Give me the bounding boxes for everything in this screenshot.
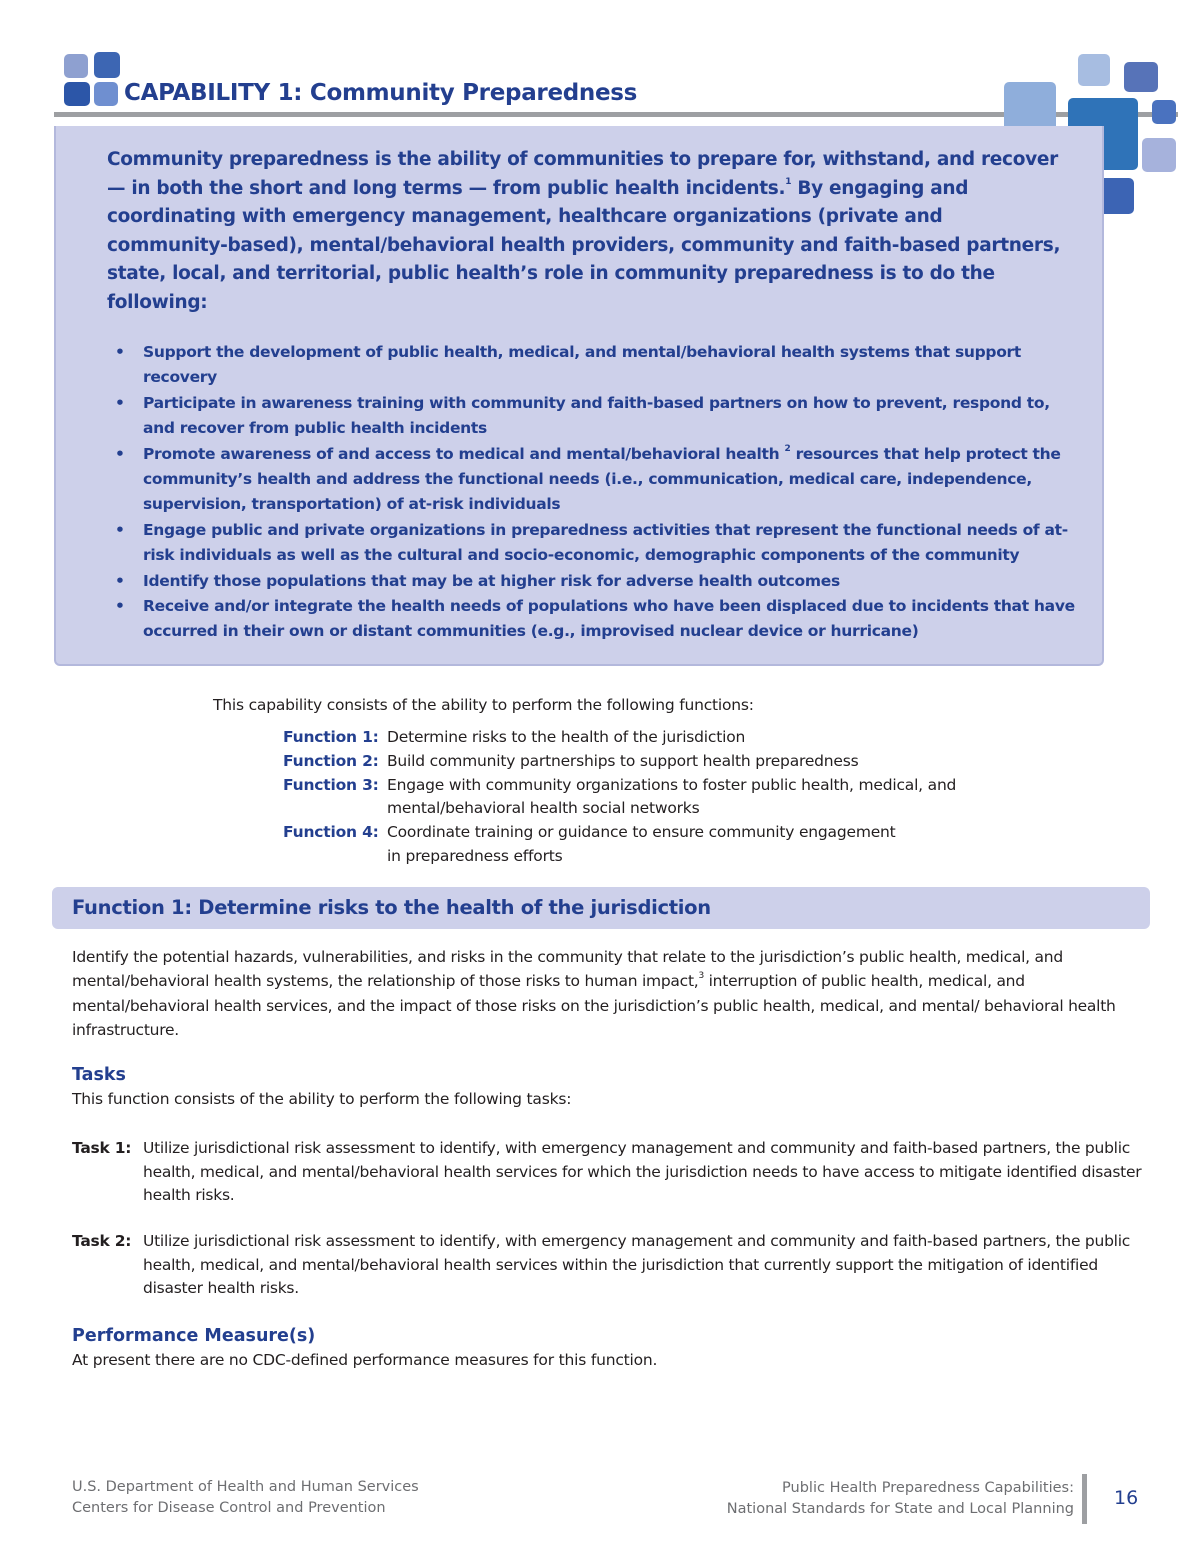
bullet-item	[115, 340, 1075, 391]
bullet-text: Identify those populations that may be at higher risk for adverse health outcomes	[143, 571, 840, 590]
function-text-line2: in preparedness efforts	[387, 847, 563, 865]
footer-right-line2: National Standards for State and Local Planning	[726, 1501, 1074, 1517]
task-label: Task 1:	[72, 1139, 132, 1157]
function-text: Coordinate training or guidance to ensure community engagement	[387, 823, 896, 841]
intro-paragraph	[107, 146, 1067, 317]
intro-bullet-list	[115, 340, 1075, 645]
bullet-dot: •	[115, 393, 125, 412]
function-label: Function 2:	[283, 752, 379, 770]
task-item	[72, 1137, 1152, 1208]
function1-header-title: Function 1: Determine risks to the health of the jurisdiction	[72, 896, 711, 919]
task-text: Utilize jurisdictional risk assessment to identify, with emergency management and community and faith-based partners, the public health, medical, and mental/behavioral health services within the jurisdiction that currently support the mitigation of identified disaster health risks.	[143, 1232, 1131, 1298]
task-text: Utilize jurisdictional risk assessment to identify, with emergency management and community and faith-based partners, the public health, medical, and mental/behavioral health services for which the jurisdiction needs to have access to mitigate identified disaster health risks.	[143, 1139, 1142, 1205]
footnote-3: 3	[698, 971, 704, 982]
decor-square	[1124, 62, 1158, 92]
bullet-dot: •	[115, 444, 125, 463]
page-title: CAPABILITY 1: Community Preparedness	[124, 80, 638, 106]
bullet-item	[115, 518, 1075, 569]
footer-divider	[1082, 1474, 1087, 1524]
footer-left-line1: U.S. Department of Health and Human Services	[72, 1479, 419, 1495]
bullet-dot: •	[115, 520, 125, 539]
function1-description	[72, 945, 1142, 1042]
bullet-dot: •	[115, 597, 125, 616]
bullet-text: Receive and/or integrate the health needs of populations who have been displaced due to incidents that have occurred in their own or distant communities (e.g., improvised nuclear device or hurricane)	[143, 597, 1075, 641]
desc-text-a: Identify the potential hazards, vulnerabilities, and risks in the community that relate to the jurisdiction’s public health, medical, and mental/behavioral health systems, the relationship of those risks to human impact,	[72, 948, 1063, 991]
function-text: Build community partnerships to support health preparedness	[387, 752, 859, 770]
decor-square	[1142, 138, 1176, 172]
bullet-item	[115, 594, 1075, 645]
logo-square	[64, 82, 90, 106]
tasks-heading: Tasks	[72, 1065, 126, 1085]
footer-left-line2: Centers for Disease Control and Prevention	[72, 1500, 386, 1516]
desc-text-b: interruption of public health, medical, and mental/behavioral health services, and the impact of those risks on the jurisdiction’s public health, medical, and mental/ behavioral health infrastructure.	[72, 972, 1116, 1039]
logo-square	[94, 52, 120, 78]
function-text-line2: mental/behavioral health social networks	[387, 799, 700, 817]
performance-measures-text: At present there are no CDC-defined performance measures for this function.	[72, 1351, 658, 1369]
logo-square	[64, 54, 88, 78]
intro-text-a: Community preparedness is the ability of communities to prepare for, withstand, and recover — in both the short and long terms — from public health incidents.	[107, 149, 1058, 199]
decor-square	[1078, 54, 1110, 86]
task-label: Task 2:	[72, 1232, 132, 1250]
bullet-text: Participate in awareness training with community and faith-based partners on how to prevent, respond to, and recover from public health incidents	[143, 393, 1050, 438]
function-label: Function 3:	[283, 776, 379, 794]
decor-square	[1152, 100, 1176, 124]
bullet-text: Support the development of public health, medical, and mental/behavioral health systems that support recovery	[143, 343, 1021, 387]
tasks-intro: This function consists of the ability to perform the following tasks:	[72, 1090, 572, 1108]
bullet-text: Engage public and private organizations in preparedness activities that represent the functional needs of at-risk individuals as well as the cultural and socio-economic, demographic components of the community	[143, 520, 1068, 565]
function-label: Function 4:	[283, 823, 379, 841]
bullet-dot: •	[115, 571, 125, 590]
function-text: Determine risks to the health of the jurisdiction	[387, 728, 746, 746]
page-number: 16	[1114, 1487, 1139, 1509]
bullet-item	[115, 569, 1075, 594]
logo-square	[94, 82, 118, 106]
task-item	[72, 1230, 1152, 1301]
intro-text-b: By engaging and coordinating with emergency management, healthcare organizations (private and community-based), mental/behavioral health providers, community and faith-based partners, state, local, and territorial, public health’s role in community preparedness is to do the following:	[107, 177, 1061, 313]
bullet-item	[115, 391, 1075, 442]
function-label: Function 1:	[283, 728, 379, 746]
performance-measures-heading: Performance Measure(s)	[72, 1326, 316, 1346]
footnote-2: 2	[784, 443, 791, 454]
bullet-text-b: resources that help protect the community’s health and address the functional needs (i.e., communication, medical care, independence, supervision, transportation) of at-risk individuals	[143, 444, 1061, 514]
footnote-1: 1	[785, 176, 792, 187]
bullet-dot: •	[115, 343, 125, 361]
footer-right-line1: Public Health Preparedness Capabilities:	[782, 1480, 1074, 1496]
bullet-item	[115, 442, 1075, 518]
function-text: Engage with community organizations to foster public health, medical, and	[387, 776, 957, 794]
decor-square	[1004, 82, 1056, 132]
bullet-text-a: Promote awareness of and access to medical and mental/behavioral health	[143, 444, 780, 463]
capability-functions-intro: This capability consists of the ability to perform the following functions:	[213, 696, 754, 714]
